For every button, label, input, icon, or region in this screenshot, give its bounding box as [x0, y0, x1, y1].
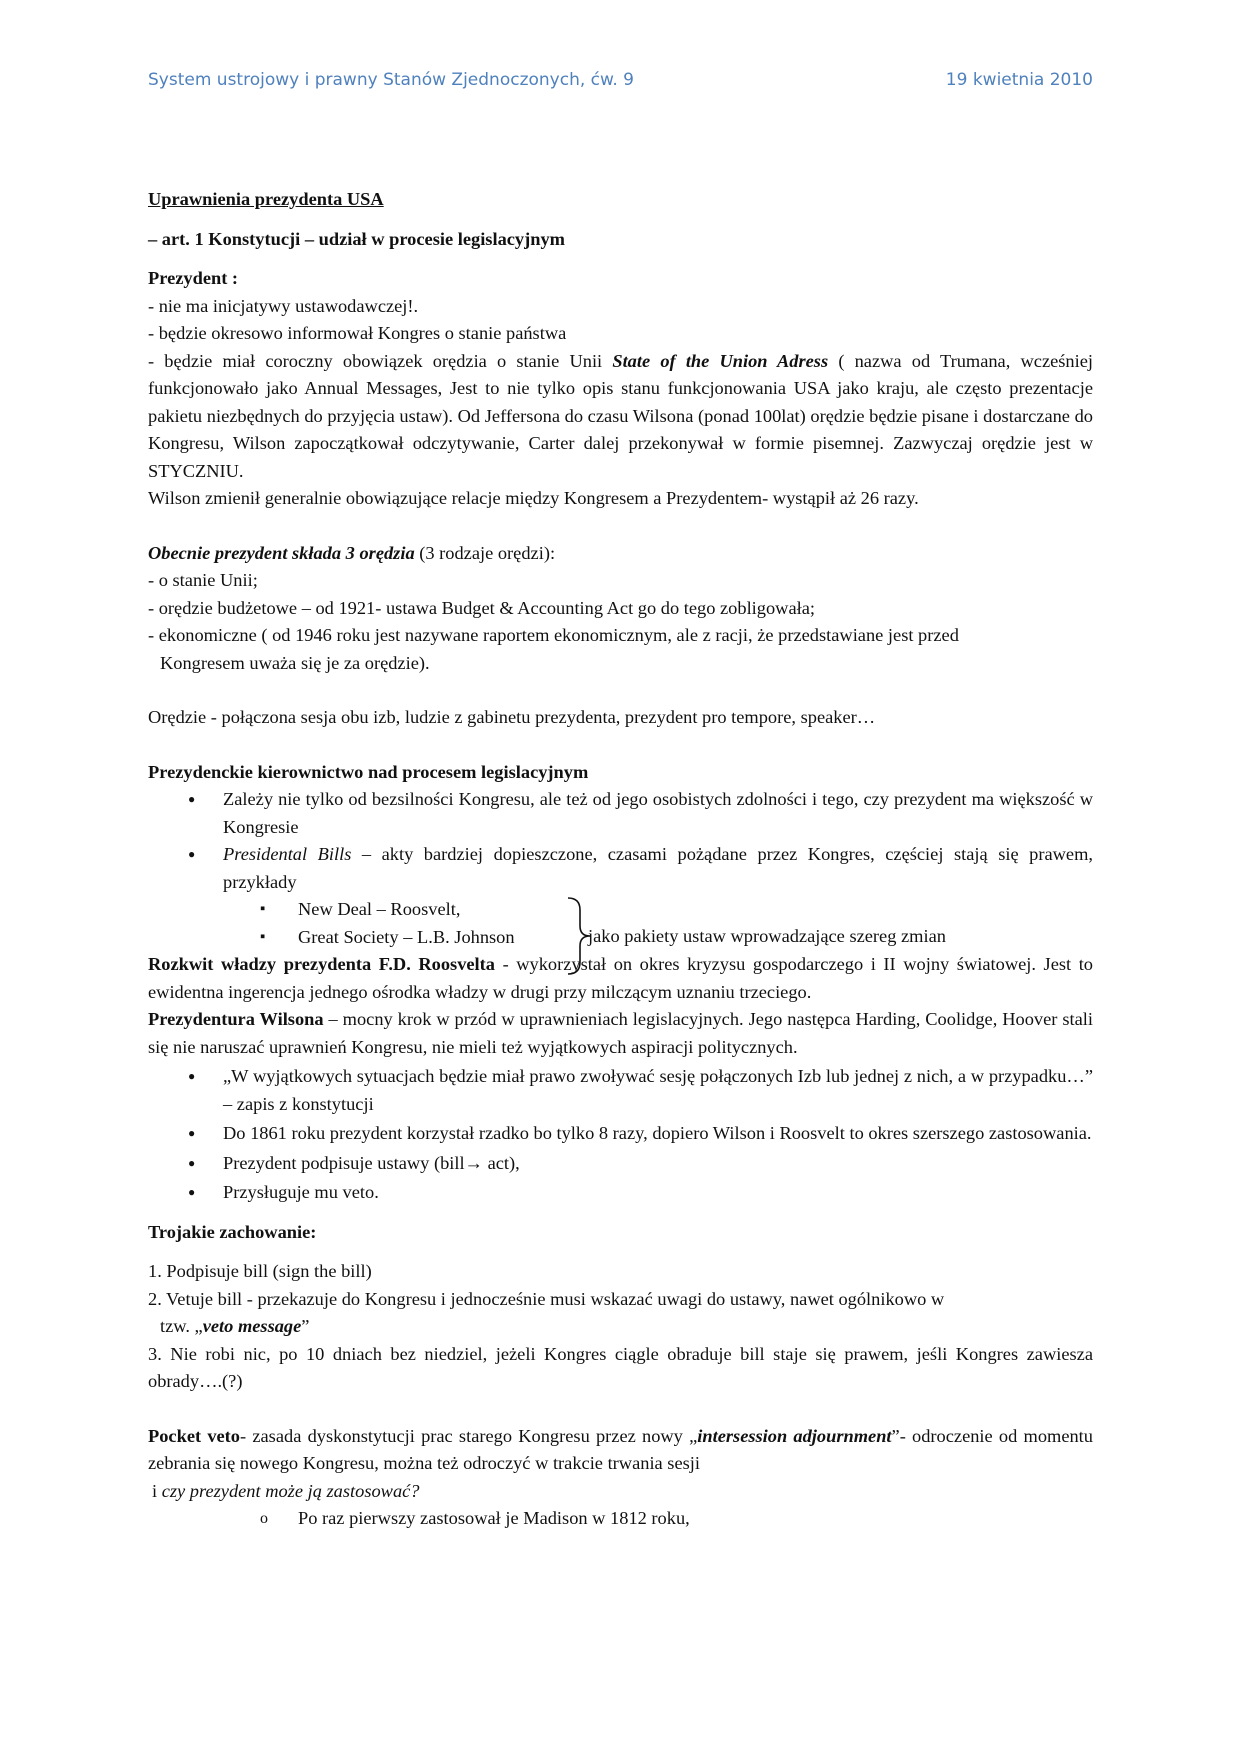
bullet-item: ● Prezydent podpisuje ustawy (bill→ act), — [148, 1150, 1093, 1178]
paragraph: Pocket veto- zasada dyskonstytucji prac starego Kongresu przez nowy „intersession adjournment”- odroczenie od momentu zebrania się nowego Kongresu, można też odroczyć w trakcie trwania sesji — [148, 1425, 1093, 1473]
paragraph: Orędzie - połączona sesja obu izb, ludzie z gabinetu prezydenta, prezydent pro tempore, speaker… — [148, 707, 876, 727]
document-title: Uprawnienia prezydenta USA — [148, 189, 384, 209]
square-bullet-item: ▪ Great Society – L.B. Johnson — [148, 924, 1093, 952]
paragraph: i czy prezydent może ją zastosować? — [152, 1480, 420, 1501]
paragraph: Rozkwit władzy prezydenta F.D. Roosvelta - wykorzystał on okres kryzysu gospodarczego i II wojny światowej. Jest to ewidentna ingerencja jednego ośrodka władzy w drugi przy milczącym uznaniu trzeciego. — [148, 954, 1093, 1002]
list-item: - orędzie budżetowe – od 1921- ustawa Budget & Accounting Act go do tego zobligowała; — [148, 597, 816, 618]
list-item-continued: Kongresem uważa się je za orędzie). — [160, 652, 430, 673]
header-course-title: System ustrojowy i prawny Stanów Zjednoczonych, ćw. 9 — [148, 70, 634, 90]
bullet-item: ● Zależy nie tylko od bezsilności Kongresu, ale też od jego osobistych zdolności i tego, czy prezydent ma większość w Kongresie — [148, 786, 1093, 841]
trojakie-heading: Trojakie zachowanie: — [148, 1221, 317, 1242]
kierownictwo-heading: Prezydenckie kierownictwo nad procesem legislacyjnym — [148, 761, 589, 782]
paragraph: - będzie okresowo informował Kongres o stanie państwa — [148, 323, 567, 343]
numbered-item: 2. Vetuje bill - przekazuje do Kongresu i jednocześnie musi wskazać uwagi do ustawy, nawet ogólnikowo w — [148, 1288, 945, 1309]
circle-bullet-item: o Po raz pierwszy zastosował je Madison w 1812 roku, — [148, 1505, 1093, 1533]
numbered-item-continued: tzw. „veto message” — [160, 1316, 310, 1336]
brace-annotation: jako pakiety ustaw wprowadzające szereg zmian — [588, 926, 946, 946]
document-subtitle: – art. 1 Konstytucji – udział w procesie legislacyjnym — [148, 228, 565, 249]
square-bullet-item: ▪ New Deal – Roosvelt, — [148, 896, 1093, 924]
paragraph: - będzie miał coroczny obowiązek orędzia o stanie Unii State of the Union Adress ( nazwa od Trumana, wcześniej funkcjonowało jako Annual Messages, Jest to nie tylko opis stanu funkcjonowania USA jako kraju, ale często prezentacje pakietu niezbędnych do przyjęcia ustaw). Od Jeffersona do czasu Wilsona (ponad 100lat) orędzie będzie pisane i dostarczane do Kongresu, Wilson zapoczątkował odczytywanie, Carter dalej przekonywał w formie pisemnej. Zazwyczaj orędzie jest w STYCZNIU. — [148, 350, 1093, 481]
bullet-item: ● Do 1861 roku prezydent korzystał rzadko bo tylko 8 razy, dopiero Wilson i Roosvelt to okres szerszego zastosowania. — [148, 1120, 1093, 1148]
bullet-item: ● Przysługuje mu veto. — [148, 1179, 1093, 1207]
examples-group — [148, 896, 1093, 951]
page-header — [148, 70, 1093, 90]
bullet-item: ● Presidental Bills – akty bardziej dopieszczone, czasami pożądane przez Kongres, częściej stają się prawem, przykłady — [148, 841, 1093, 896]
numbered-item: 1. Podpisuje bill (sign the bill) — [148, 1261, 372, 1281]
prezydent-heading: Prezydent : — [148, 268, 239, 288]
bullet-item: ● „W wyjątkowych sytuacjach będzie miał prawo zwoływać sesję połączonych Izb lub jednej z nich, a w przypadku…” – zapis z konstytucji — [148, 1063, 1093, 1118]
oredzia-heading: Obecnie prezydent składa 3 orędzia (3 rodzaje orędzi): — [148, 542, 556, 563]
paragraph: Prezydentura Wilsona – mocny krok w przód w uprawnieniach legislacyjnych. Jego następca Harding, Coolidge, Hoover stali się nie naruszać uprawnień Kongresu, nie mieli też wyjątkowych aspiracji politycznych. — [148, 1009, 1094, 1057]
paragraph: - nie ma inicjatywy ustawodawczej!. — [148, 295, 419, 316]
document-body — [148, 186, 1093, 1533]
list-item: - ekonomiczne ( od 1946 roku jest nazywane raportem ekonomicznym, ale z racji, że przedstawiane jest przed — [148, 625, 959, 645]
numbered-item: 3. Nie robi nic, po 10 dniach bez niedziel, jeżeli Kongres ciągle obraduje bill staje się prawem, jeśli Kongres zawiesza obrady….(?) — [148, 1343, 1093, 1391]
paragraph: Wilson zmienił generalnie obowiązujące relacje między Kongresem a Prezydentem- wystąpił aż 26 razy. — [148, 488, 919, 508]
header-date: 19 kwietnia 2010 — [945, 70, 1093, 90]
list-item: - o stanie Unii; — [148, 570, 258, 590]
